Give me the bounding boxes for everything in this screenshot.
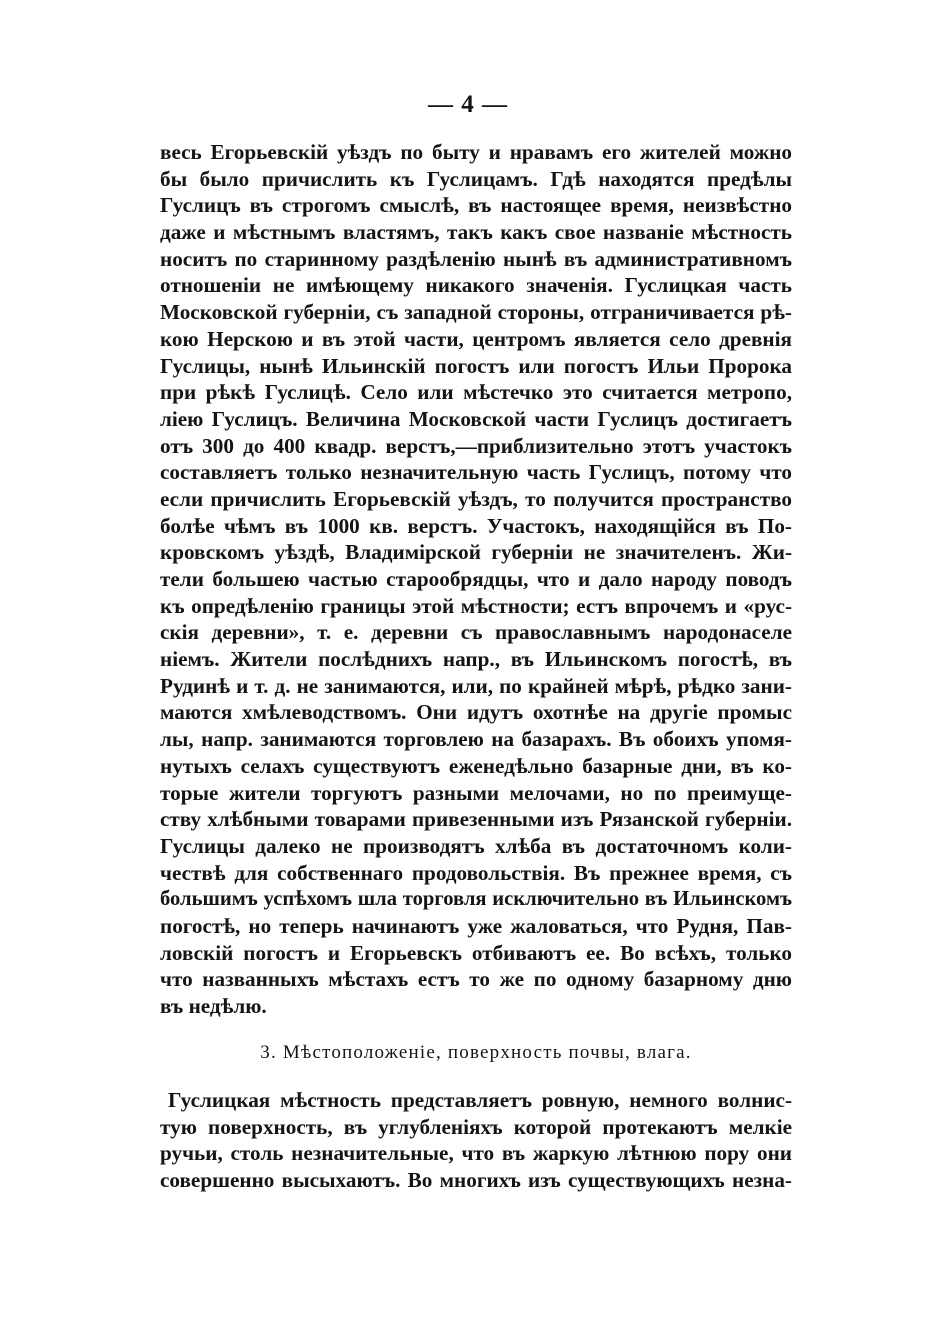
- text-line: что названныхъ мѣстахъ естъ то же по одному базарному дню: [160, 967, 792, 992]
- text-line: отношеніи не имѣющему никакого значенія. Гуслицкая часть: [160, 273, 792, 298]
- text-line: ловскій погостъ и Егорьевскъ отбиваютъ ее. Во всѣхъ, только: [160, 940, 792, 965]
- text-line: Гуслицъ въ строгомъ смыслѣ, въ настоящее время, неизвѣстно: [160, 193, 792, 218]
- text-line: ліею Гуслицъ. Величина Московской части Гуслицъ достигаетъ: [160, 406, 792, 431]
- text-line: лы, напр. занимаются торговлею на базарахъ. Въ обоихъ упомя-: [160, 727, 792, 752]
- paragraph-2: [160, 1087, 792, 1194]
- text-line: большимъ успѣхомъ шла торговля исключительно въ Ильинскомъ: [160, 888, 792, 911]
- text-line: ніемъ. Жители послѣднихъ напр., въ Ильинскомъ погостѣ, въ: [160, 647, 792, 672]
- paragraph-1: [160, 139, 792, 1020]
- text-line: кровскомъ уѣздѣ, Владимірской губерніи не значителенъ. Жи-: [160, 540, 792, 565]
- text-line: отъ 300 до 400 квадр. верстъ,—приблизительно этотъ участокъ: [160, 433, 792, 458]
- text-line: если причислить Егорьевскій уѣздъ, то получится пространство: [160, 486, 792, 511]
- text-line: къ опредѣленію границы этой мѣстности; естъ впрочемъ и «рус-: [160, 593, 792, 618]
- text-line: нутыхъ селахъ существуютъ еженедѣльно базарные дни, въ ко-: [160, 753, 792, 778]
- text-line: составляетъ только незначительную часть Гуслицъ, потому что: [160, 460, 792, 485]
- text-line: болѣе чѣмъ въ 1000 кв. верстъ. Участокъ, находящійся въ По-: [160, 513, 792, 538]
- text-line: весь Егорьевскій уѣздъ по быту и нравамъ его жителей можно: [160, 140, 792, 164]
- text-line: совершенно высыхаютъ. Во многихъ изъ существующихъ незна-: [160, 1168, 792, 1193]
- text-line: Гуслицкая мѣстность представляетъ ровную, немного волнис-: [168, 1088, 792, 1112]
- page-number: — 4 —: [428, 91, 508, 118]
- text-line: ручьи, столь незначительные, что въ жаркую лѣтнюю пору они: [160, 1141, 792, 1166]
- text-line: носитъ по старинному раздѣленію нынѣ въ административномъ: [160, 246, 792, 271]
- text-line: при рѣкѣ Гуслицѣ. Село или мѣстечко это считается метропо,: [160, 380, 792, 405]
- text-line: бы было причислить къ Гуслицамъ. Гдѣ находятся предѣлы: [160, 166, 792, 191]
- text-line: кою Нерскою и въ этой части, центромъ является село древнія: [160, 326, 792, 351]
- text-line: Рудинѣ и т. д. не занимаются, или, по крайней мѣрѣ, рѣдко зани-: [160, 673, 792, 698]
- text-line: въ недѣлю.: [160, 994, 267, 1018]
- text-line: ству хлѣбными товарами привезенными изъ Рязанской губерніи.: [160, 807, 792, 832]
- text-line: Гуслицы далеко не производятъ хлѣба въ достаточномъ коли-: [160, 833, 792, 858]
- text-line: тели большею частью старообрядцы, что и дало народу поводъ: [160, 567, 792, 591]
- text-line: маются хмѣлеводствомъ. Они идутъ охотнѣе на другіе промыс: [160, 700, 792, 725]
- text-line: Гуслицы, нынѣ Ильинскій погостъ или погостъ Ильи Пророка: [160, 353, 792, 378]
- text-line: торые жители торгуютъ разными мелочами, но по преимуще-: [160, 780, 792, 805]
- section-heading: 3. Мѣстоположеніе, поверхность почвы, влага.: [260, 1042, 692, 1063]
- text-line: Московской губерніи, съ западной стороны, отграничивается рѣ-: [160, 300, 792, 325]
- text-line: скія деревни», т. е. деревни съ православнымъ народонаселе: [160, 620, 792, 645]
- text-line: чествѣ для собственнаго продовольствія. Въ прежнее время, съ: [160, 860, 792, 885]
- text-line: даже и мѣстнымъ властямъ, такъ какъ свое названіе мѣстность: [160, 220, 792, 245]
- text-line: тую поверхность, въ углубленіяхъ которой протекаютъ мелкіе: [160, 1114, 792, 1139]
- text-line: погостѣ, но теперь начинаютъ уже жаловаться, что Рудня, Пав-: [160, 913, 792, 938]
